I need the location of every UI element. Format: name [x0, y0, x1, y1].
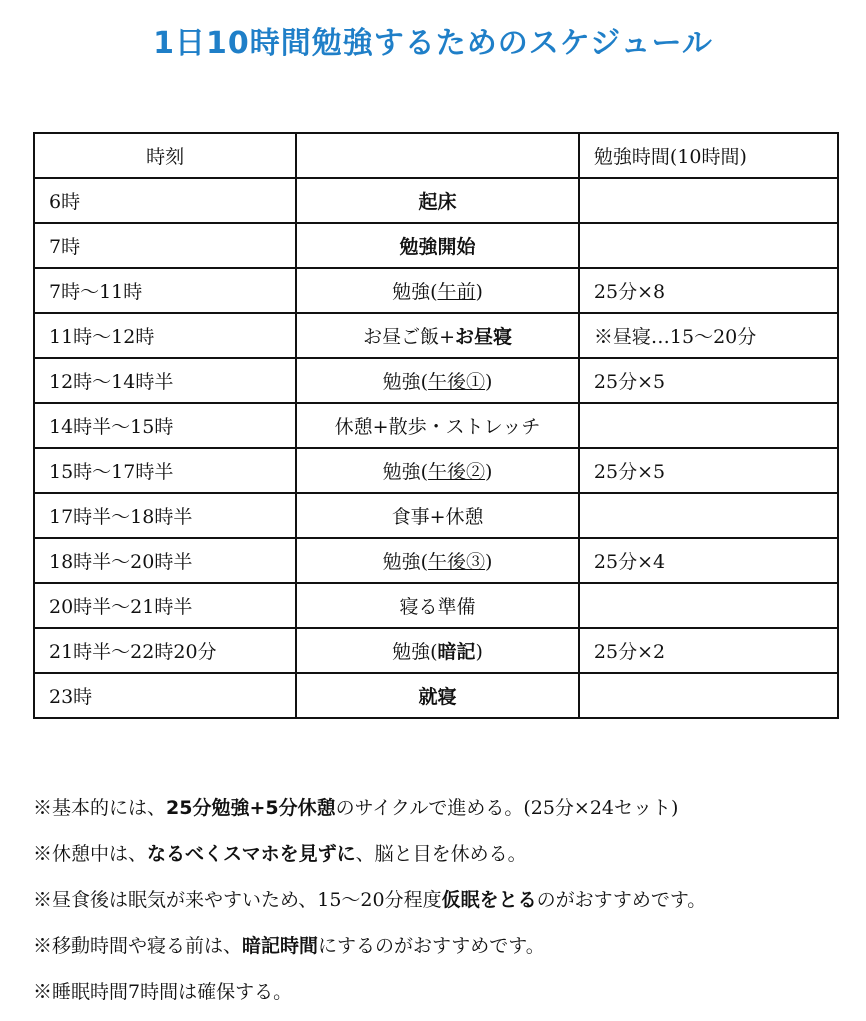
study-time-cell — [579, 223, 838, 268]
activity-cell — [296, 628, 579, 673]
activity-text: 午後② — [428, 461, 486, 483]
note-text: 暗記時間 — [242, 935, 319, 957]
time-cell: 11時〜12時 — [34, 313, 296, 358]
table-row — [34, 673, 838, 718]
activity-cell — [296, 673, 579, 718]
note-line — [33, 928, 706, 974]
note-text: のサイクルで進める。(25分×24セット) — [335, 797, 679, 819]
note-text: ※移動時間や寝る前は、 — [33, 935, 243, 957]
header-study-time: 勉強時間(10時間) — [579, 133, 838, 178]
schedule-table — [33, 132, 839, 719]
activity-cell — [296, 268, 579, 313]
note-text: 仮眠をとる — [441, 889, 537, 911]
table-row — [34, 358, 838, 403]
activity-cell — [296, 223, 579, 268]
activity-text: 勉強( — [382, 461, 429, 483]
note-text: のがおすすめです。 — [536, 889, 707, 911]
activity-cell — [296, 178, 579, 223]
activity-text: ) — [475, 281, 483, 303]
note-text: 、脳と目を休める。 — [355, 843, 527, 865]
study-time-cell — [579, 178, 838, 223]
table-row — [34, 313, 838, 358]
activity-text: 休憩+散歩・ストレッチ — [334, 416, 541, 438]
table-header-row — [34, 133, 838, 178]
activity-text: 勉強( — [392, 641, 438, 663]
activity-text: お昼寝 — [454, 326, 512, 348]
activity-text: 暗記 — [437, 641, 476, 663]
page-title: 1日10時間勉強するためのスケジュール — [153, 26, 713, 61]
time-cell: 23時 — [34, 673, 296, 718]
activity-text: ) — [475, 641, 483, 663]
activity-text: 勉強( — [382, 371, 429, 393]
time-cell: 18時半〜20時半 — [34, 538, 296, 583]
time-cell: 14時半〜15時 — [34, 403, 296, 448]
activity-cell — [296, 313, 579, 358]
time-cell: 12時〜14時半 — [34, 358, 296, 403]
study-time-cell: ※昼寝…15〜20分 — [579, 313, 838, 358]
activity-text: 午前 — [437, 281, 476, 303]
note-text: 25分勉強+5分休憩 — [166, 797, 336, 819]
table-row — [34, 448, 838, 493]
table-row — [34, 493, 838, 538]
activity-text: お昼ご飯+ — [363, 326, 455, 348]
time-cell: 17時半〜18時半 — [34, 493, 296, 538]
study-time-cell — [579, 583, 838, 628]
study-time-cell: 25分×2 — [579, 628, 838, 673]
header-activity — [296, 133, 579, 178]
header-time: 時刻 — [34, 133, 296, 178]
note-text: なるべくスマホを見ずに — [147, 843, 356, 865]
activity-cell — [296, 583, 579, 628]
note-text: ※睡眠時間7時間は確保する。 — [33, 981, 293, 1003]
time-cell: 7時 — [34, 223, 296, 268]
study-time-cell: 25分×4 — [579, 538, 838, 583]
activity-text: 食事+休憩 — [391, 506, 484, 528]
notes-section — [33, 790, 706, 1020]
activity-cell — [296, 493, 579, 538]
activity-text: 寝る準備 — [399, 596, 476, 618]
study-time-cell — [579, 403, 838, 448]
table-row — [34, 538, 838, 583]
table-row — [34, 178, 838, 223]
study-time-cell — [579, 493, 838, 538]
activity-text: ) — [485, 371, 493, 393]
note-text: ※昼食後は眠気が来やすいため、15〜20分程度 — [33, 889, 442, 911]
note-line — [33, 790, 706, 836]
table-row — [34, 223, 838, 268]
note-line — [33, 836, 706, 882]
study-time-cell — [579, 673, 838, 718]
study-time-cell: 25分×5 — [579, 448, 838, 493]
note-text: ※休憩中は、 — [33, 843, 148, 865]
table-row — [34, 403, 838, 448]
activity-text: 午後① — [428, 371, 486, 393]
note-line — [33, 974, 706, 1020]
note-line — [33, 882, 706, 928]
study-time-cell: 25分×5 — [579, 358, 838, 403]
time-cell: 7時〜11時 — [34, 268, 296, 313]
activity-cell — [296, 358, 579, 403]
table-row — [34, 628, 838, 673]
table-row — [34, 268, 838, 313]
activity-cell — [296, 403, 579, 448]
time-cell: 20時半〜21時半 — [34, 583, 296, 628]
note-text: ※基本的には、 — [33, 797, 167, 819]
activity-text: 勉強( — [382, 551, 429, 573]
activity-text: 勉強( — [392, 281, 438, 303]
time-cell: 21時半〜22時20分 — [34, 628, 296, 673]
activity-text: 就寝 — [418, 686, 457, 708]
activity-text: 午後③ — [428, 551, 486, 573]
activity-text: ) — [485, 461, 493, 483]
time-cell: 15時〜17時半 — [34, 448, 296, 493]
note-text: にするのがおすすめです。 — [318, 935, 545, 957]
activity-cell — [296, 448, 579, 493]
study-time-cell: 25分×8 — [579, 268, 838, 313]
activity-cell — [296, 538, 579, 583]
table-row — [34, 583, 838, 628]
activity-text: ) — [485, 551, 493, 573]
time-cell: 6時 — [34, 178, 296, 223]
activity-text: 勉強開始 — [399, 236, 476, 258]
activity-text: 起床 — [418, 191, 457, 213]
